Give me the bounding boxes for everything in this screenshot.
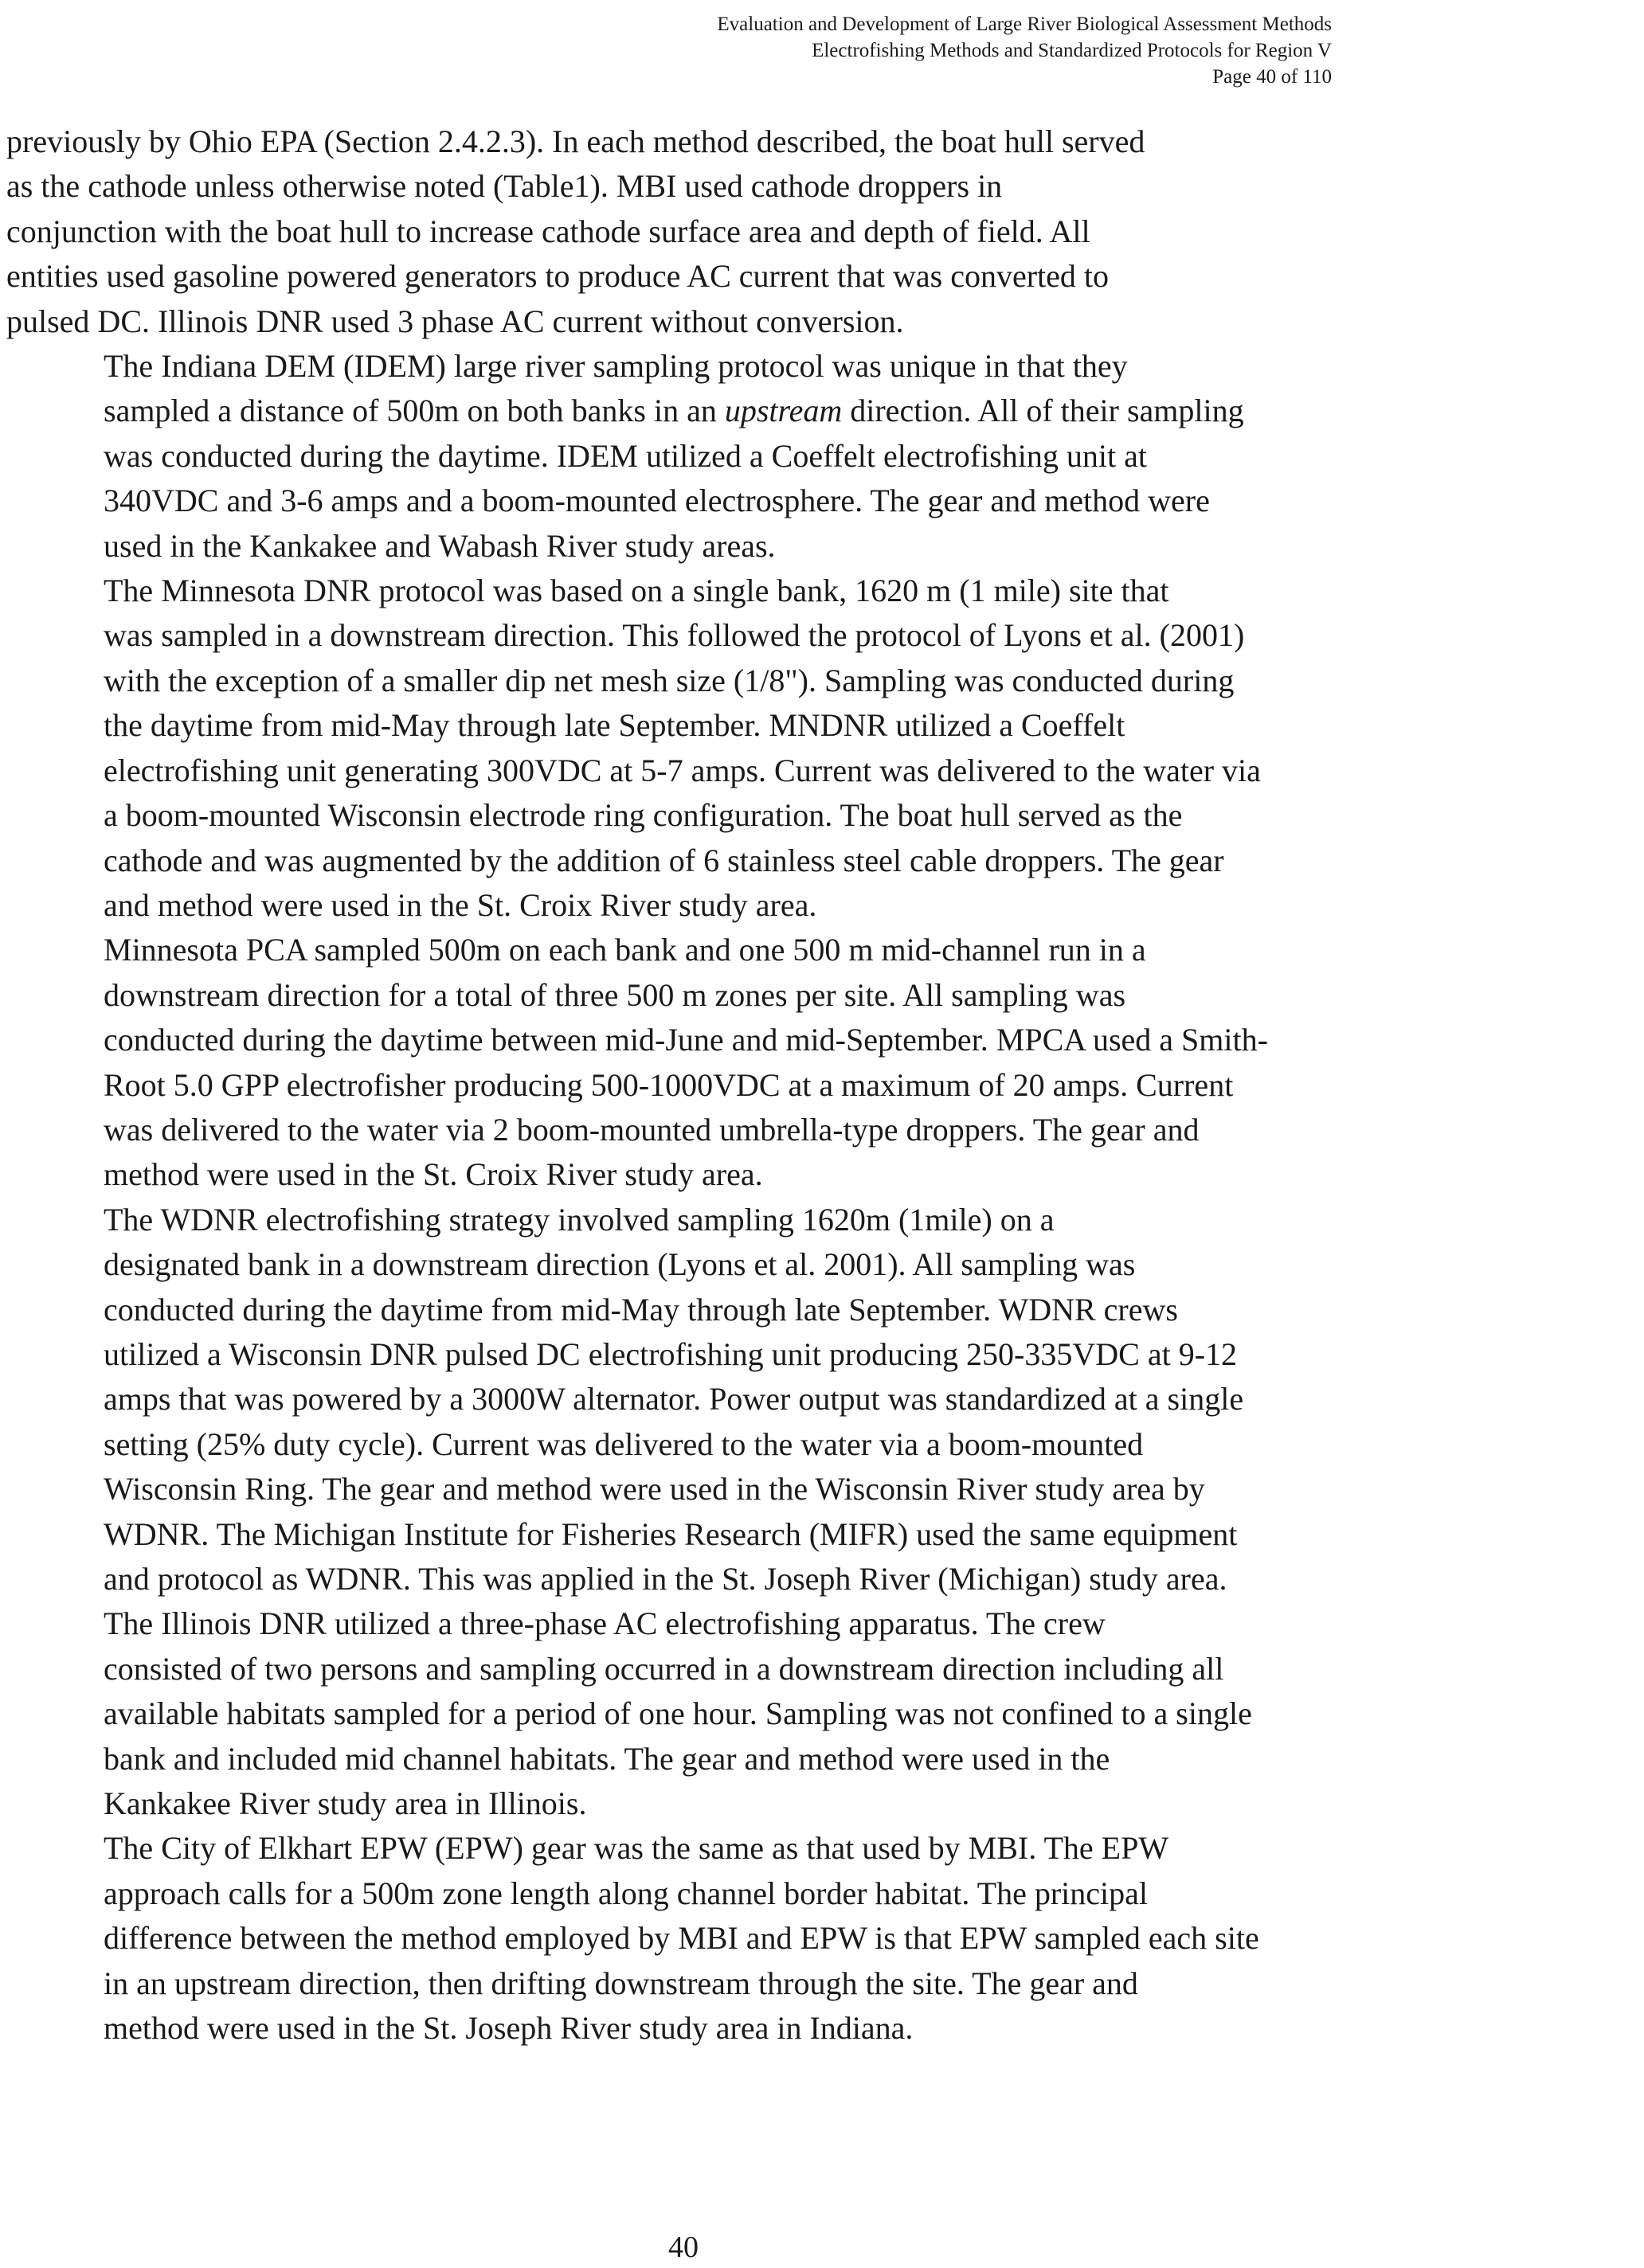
- text-line: was sampled in a downstream direction. This followed the protocol of Lyons et al. (2001): [104, 617, 1245, 654]
- text-line: used in the Kankakee and Wabash River study areas.: [104, 527, 776, 564]
- text-line: 340VDC and 3-6 amps and a boom-mounted electrosphere. The gear and method were: [104, 483, 1210, 519]
- paragraph: [6, 344, 1329, 569]
- text-line: The WDNR electrofishing strategy involved sampling 1620m (1mile) on a: [104, 1201, 1055, 1238]
- text-line: downstream direction for a total of three 500 m zones per site. All sampling was: [104, 976, 1126, 1013]
- text-line: and method were used in the St. Croix River study area.: [104, 886, 817, 923]
- header-page-count: Page 40 of 110: [1212, 66, 1332, 88]
- text-line: consisted of two persons and sampling occurred in a downstream direction including all: [104, 1650, 1224, 1687]
- text-line: previously by Ohio EPA (Section 2.4.2.3). In each method described, the boat hull served: [6, 123, 1145, 159]
- text-line: conjunction with the boat hull to increase cathode surface area and depth of field. All: [6, 213, 1090, 249]
- text-line: electrofishing unit generating 300VDC at 5-7 amps. Current was delivered to the water via: [104, 752, 1261, 788]
- text-line: approach calls for a 500m zone length along channel border habitat. The principal: [104, 1875, 1148, 1911]
- text-line: pulsed DC. Illinois DNR used 3 phase AC current without conversion.: [6, 303, 904, 339]
- text-line: Wisconsin Ring. The gear and method were used in the Wisconsin River study area by: [104, 1471, 1205, 1507]
- text-line: entities used gasoline powered generators to produce AC current that was converted to: [6, 258, 1110, 295]
- text-line: The City of Elkhart EPW (EPW) gear was the same as that used by MBI. The EPW: [104, 1830, 1169, 1867]
- text-line: Root 5.0 GPP electrofisher producing 500-1000VDC at a maximum of 20 amps. Current: [104, 1066, 1234, 1103]
- text-line: The Illinois DNR utilized a three-phase AC electrofishing apparatus. The crew: [104, 1605, 1106, 1642]
- text-line: difference between the method employed by MBI and EPW is that EPW sampled each site: [104, 1920, 1259, 1957]
- emphasized-word: upstream: [724, 393, 843, 429]
- text-line: The Indiana DEM (IDEM) large river sampling protocol was unique in that they: [104, 348, 1128, 385]
- text-line: was conducted during the daytime. IDEM utilized a Coeffelt electrofishing unit at: [104, 437, 1147, 474]
- text-line: method were used in the St. Joseph River study area in Indiana.: [104, 2010, 914, 2047]
- text-line: cathode and was augmented by the addition of 6 stainless steel cable droppers. The gear: [104, 842, 1224, 878]
- paragraph: [6, 1198, 1329, 1602]
- text-line: amps that was powered by a 3000W alternator. Power output was standardized at a single: [104, 1381, 1244, 1418]
- text-line: available habitats sampled for a period of one hour. Sampling was not confined to a single: [104, 1695, 1252, 1732]
- text-line: the daytime from mid-May through late September. MNDNR utilized a Coeffelt: [104, 707, 1125, 744]
- text-line: sampled a distance of 500m on both banks in an upstream direction. All of their sampling: [104, 393, 1244, 429]
- paragraph: [6, 1601, 1329, 1826]
- text-line: The Minnesota DNR protocol was based on a single bank, 1620 m (1 mile) site that: [104, 573, 1169, 609]
- text-line: Kankakee River study area in Illinois.: [104, 1785, 587, 1822]
- paragraph: [6, 928, 1329, 1197]
- paragraph: [6, 1826, 1329, 2051]
- paragraph: [6, 119, 1329, 344]
- header-section-title: Electrofishing Methods and Standardized Protocols for Region V: [812, 40, 1332, 61]
- text-line: setting (25% duty cycle). Current was delivered to the water via a boom-mounted: [104, 1425, 1144, 1462]
- text-line: and protocol as WDNR. This was applied in the St. Joseph River (Michigan) study area.: [104, 1561, 1227, 1597]
- text-line: in an upstream direction, then drifting downstream through the site. The gear and: [104, 1965, 1138, 2001]
- page-number: 40: [668, 2231, 699, 2264]
- text-line: was delivered to the water via 2 boom-mounted umbrella-type droppers. The gear and: [104, 1111, 1200, 1148]
- text-line: conducted during the daytime from mid-May through late September. WDNR crews: [104, 1291, 1178, 1328]
- header-report-title: Evaluation and Development of Large River Biological Assessment Methods: [717, 14, 1332, 35]
- text-line: conducted during the daytime between mid-June and mid-September. MPCA used a Smith-: [104, 1022, 1268, 1058]
- text-line: with the exception of a smaller dip net mesh size (1/8"). Sampling was conducted during: [104, 662, 1235, 698]
- text-line: method were used in the St. Croix River study area.: [104, 1156, 763, 1193]
- text-line: as the cathode unless otherwise noted (Table1). MBI used cathode droppers in: [6, 168, 1003, 205]
- text-line: WDNR. The Michigan Institute for Fisheries Research (MIFR) used the same equipment: [104, 1515, 1238, 1552]
- text-line: bank and included mid channel habitats. The gear and method were used in the: [104, 1740, 1110, 1777]
- paragraph: [6, 569, 1329, 928]
- running-header: [376, 11, 1332, 90]
- text-line: designated bank in a downstream direction (Lyons et al. 2001). All sampling was: [104, 1246, 1136, 1283]
- text-line: utilized a Wisconsin DNR pulsed DC electrofishing unit producing 250-335VDC at 9-12: [104, 1335, 1238, 1372]
- text-line: Minnesota PCA sampled 500m on each bank and one 500 m mid-channel run in a: [104, 932, 1146, 968]
- document-body: [6, 119, 1329, 2051]
- text-line: a boom-mounted Wisconsin electrode ring configuration. The boat hull served as the: [104, 797, 1183, 834]
